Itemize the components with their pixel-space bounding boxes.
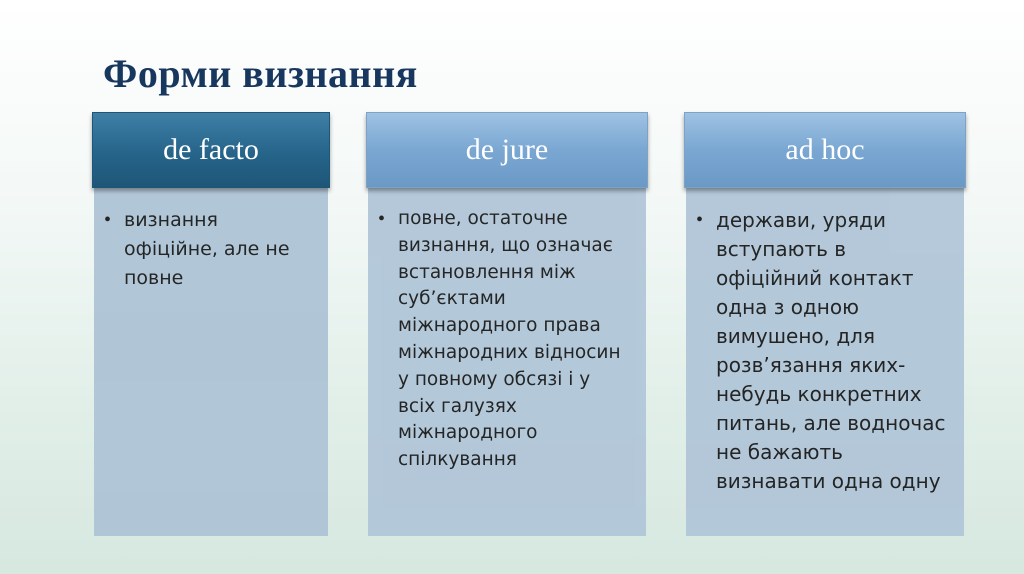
column-ad-hoc [684, 112, 970, 536]
bullet-text: визнання офіційне, але не повне [124, 209, 290, 289]
bullet-text: держави, уряди вступають в офіційний контакт одна з одною вимушено, для розв’язання яких-небудь конкретних питань, але водночас не бажають визнавати одна одну [716, 208, 946, 493]
bullet-icon: • [104, 209, 112, 231]
column-body-de-jure [368, 188, 646, 536]
column-body-de-facto [94, 188, 328, 536]
column-de-jure [366, 112, 652, 536]
column-header-de-jure: de jure [366, 112, 648, 188]
column-header-ad-hoc: ad hoc [684, 112, 966, 188]
bullet-icon: • [696, 209, 704, 231]
slide-title: Форми визнання [103, 51, 418, 96]
column-de-facto [92, 112, 378, 536]
column-header-de-facto: de facto [92, 112, 330, 188]
list-item [104, 206, 312, 293]
list-item [696, 206, 948, 496]
bullet-text: повне, остаточне визнання, що означає встановлення між суб’єктами міжнародного права міжнародних відносин у повному обсязі і у всіх галузях міжнародного спілкування [398, 208, 621, 471]
list-item [378, 206, 630, 474]
bullet-icon: • [378, 208, 386, 230]
column-body-ad-hoc [686, 188, 964, 536]
